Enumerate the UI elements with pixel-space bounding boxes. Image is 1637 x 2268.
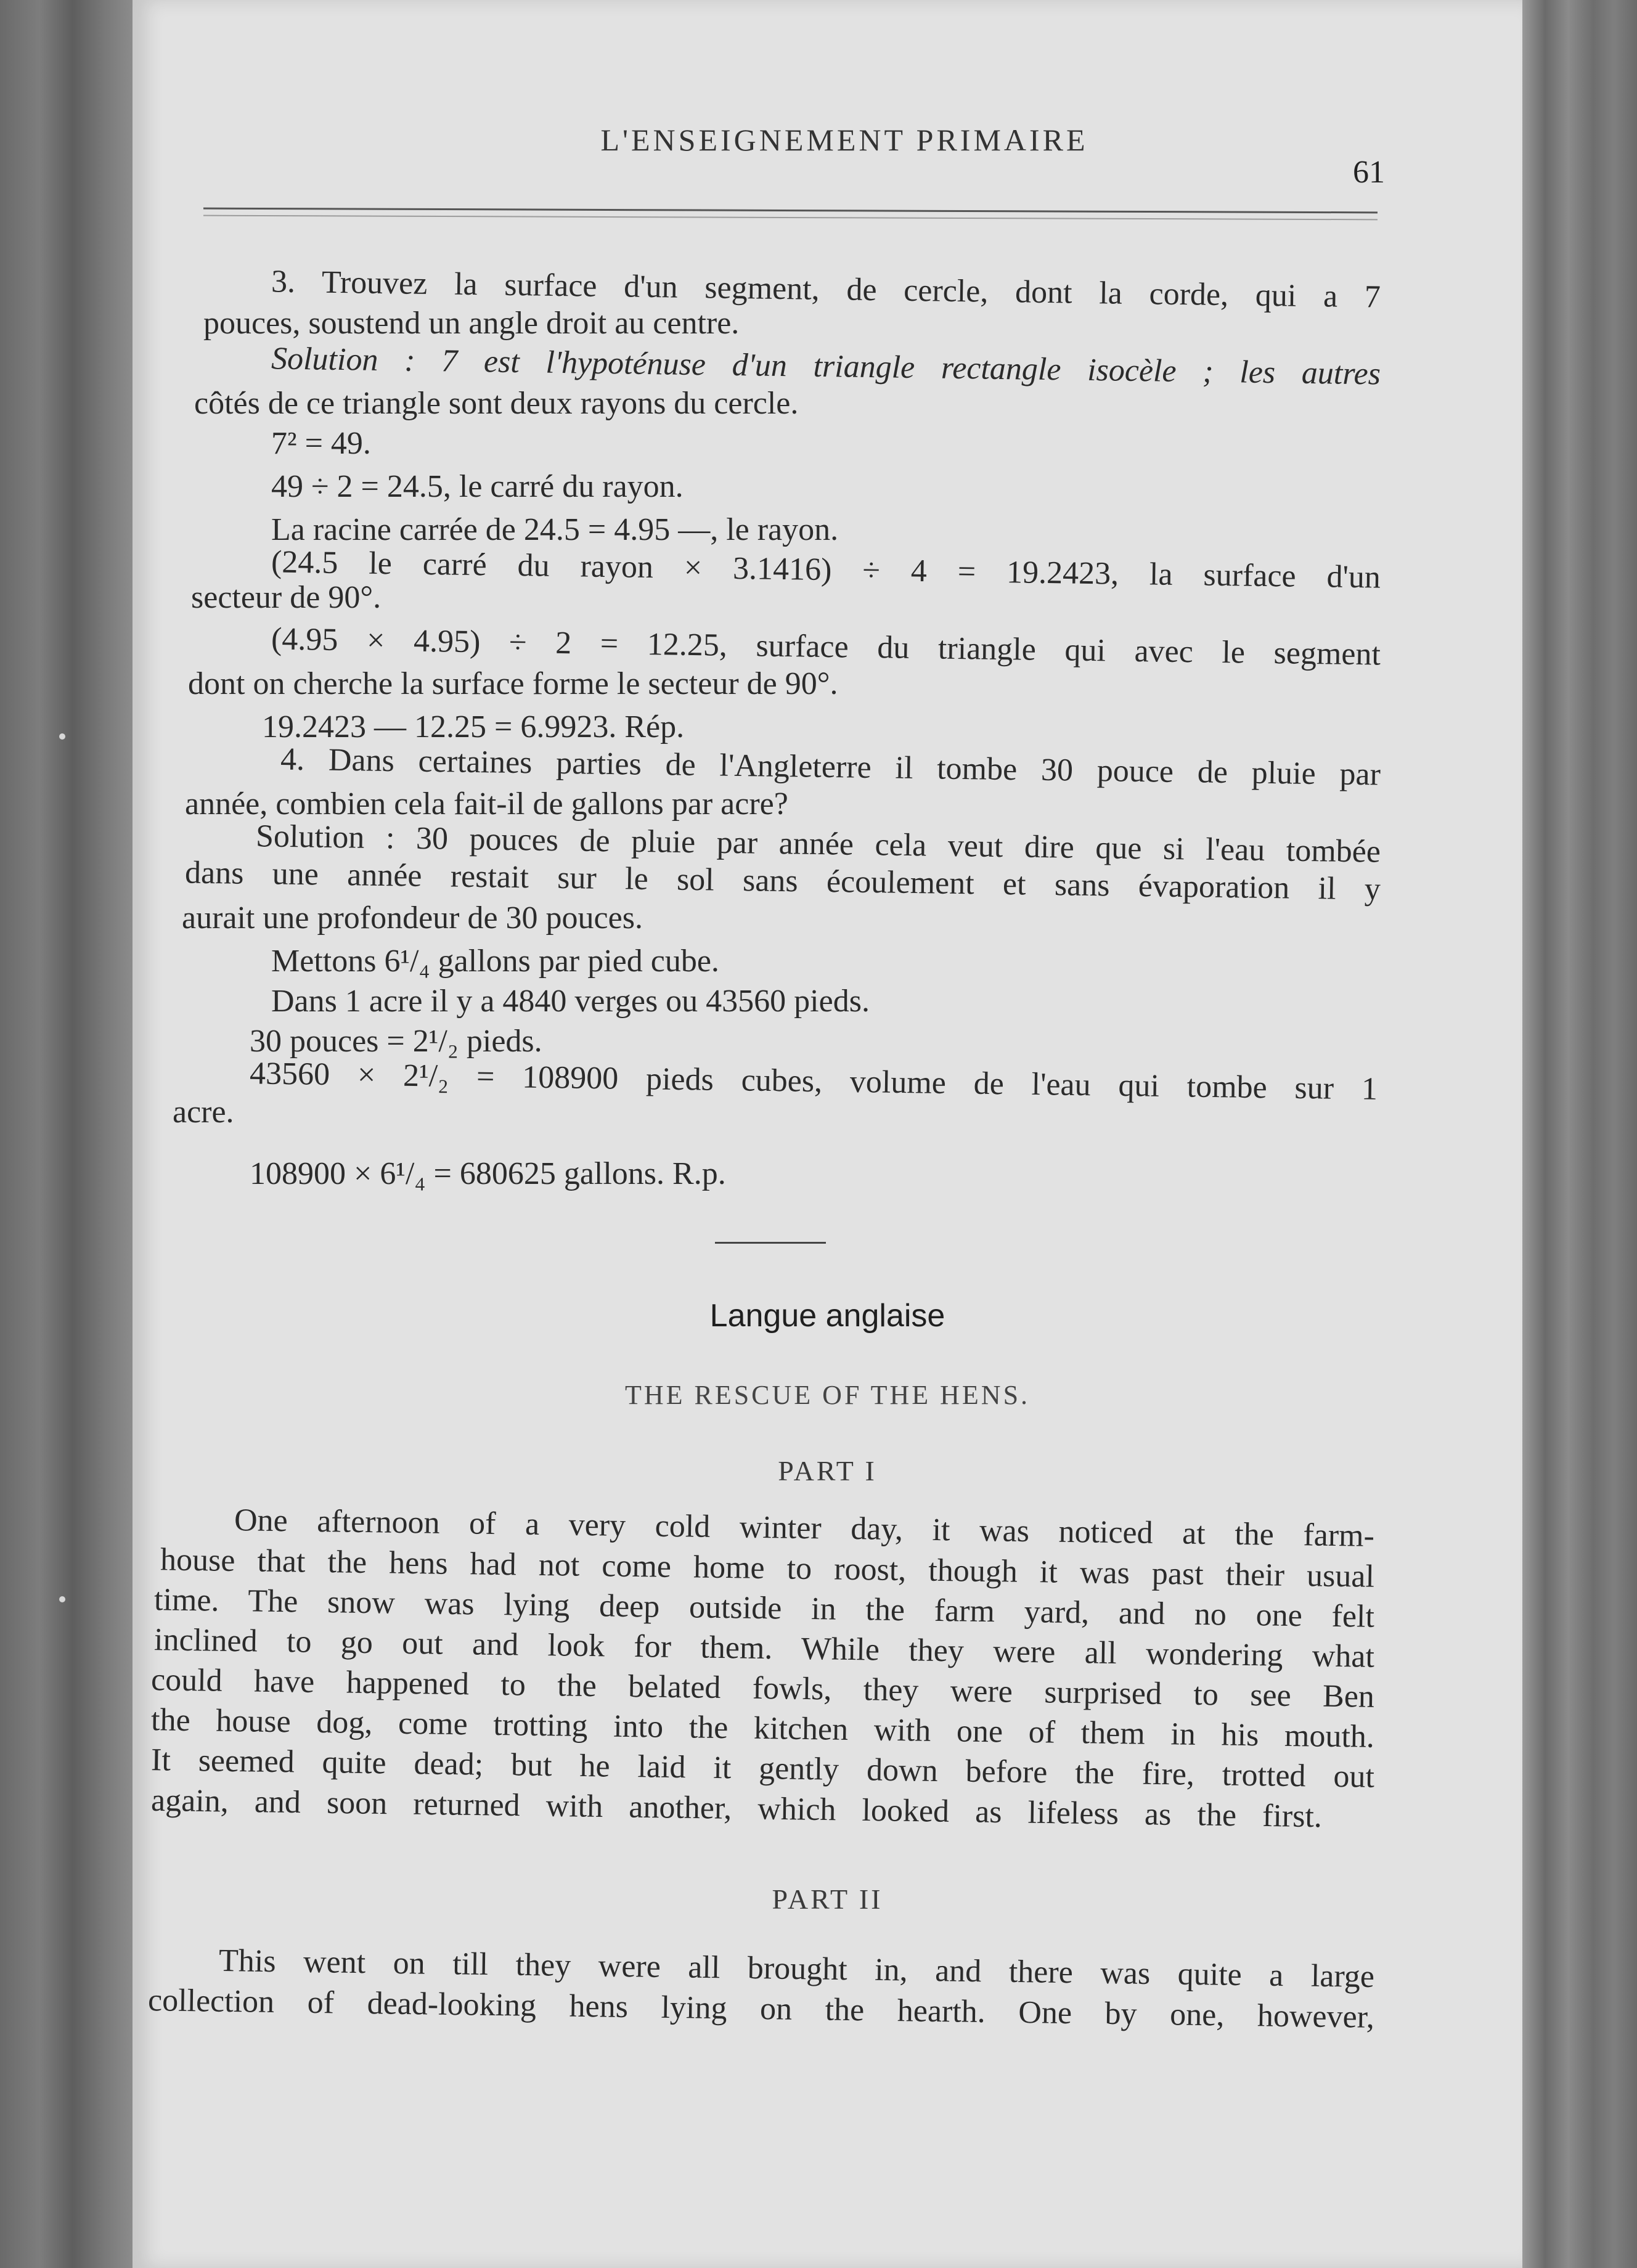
- text-line: could have happened to the belated fowls, they were surprised to see Ben: [150, 1662, 1375, 1715]
- text-line: One afternoon of a very cold winter day, it was noticed at the farm-: [234, 1503, 1375, 1554]
- text-line: dont on cherche la surface forme le secteur de 90°.: [188, 666, 838, 701]
- text-line: This went on till they were all brought in, and there was quite a large: [218, 1943, 1375, 1995]
- text-line: 4. Dans certaines parties de l'Angleterre il tombe 30 pouce de pluie par: [280, 741, 1381, 793]
- text-line: Solution : 7 est l'hypoténuse d'un triangle rectangle isocèle ; les autres: [271, 341, 1381, 392]
- text-line: collection of dead-looking hens lying on the hearth. One by one, however,: [147, 1983, 1375, 2035]
- text-line: (24.5 le carré du rayon × 3.1416) ÷ 4 = 19.2423, la surface d'un: [271, 544, 1381, 595]
- text-line: 7² = 49.: [271, 426, 371, 461]
- part-label: PART II: [772, 1883, 883, 1915]
- text-line: acre.: [173, 1095, 234, 1130]
- section-divider: [715, 1242, 826, 1244]
- text-line: again, and soon returned with another, which looked as lifeless as the first.: [150, 1782, 1323, 1835]
- story-title: THE RESCUE OF THE HENS.: [624, 1380, 1031, 1410]
- running-title: L'ENSEIGNEMENT PRIMAIRE: [600, 123, 1088, 157]
- text-line: 49 ÷ 2 = 24.5, le carré du rayon.: [271, 469, 684, 504]
- text-line: 3. Trouvez la surface d'un segment, de cercle, dont la corde, qui a 7: [271, 264, 1381, 315]
- text-line: secteur de 90°.: [191, 580, 382, 615]
- text-line: time. The snow was lying deep outside in the farm yard, and no one felt: [153, 1582, 1375, 1634]
- text-line: 43560 × 2¹/₂ = 108900 pieds cubes, volume de l'eau qui tombe sur 1: [249, 1056, 1378, 1107]
- page-number: 61: [1353, 155, 1385, 190]
- text-line: La racine carrée de 24.5 = 4.95 —, le rayon.: [271, 512, 839, 547]
- text-line: It seemed quite dead; but he laid it gently down before the fire, trotted out: [150, 1742, 1375, 1795]
- header-rule: [203, 215, 1378, 221]
- binding-hole: [59, 733, 65, 740]
- text-line: Mettons 6¹/₄ gallons par pied cube.: [271, 944, 719, 979]
- text-line: house that the hens had not come home to roost, though it was past their usual: [160, 1542, 1375, 1594]
- text-line: dans une année restait sur le sol sans écoulement et sans évaporation il y: [184, 855, 1381, 907]
- text-line: 108900 × 6¹/₄ = 680625 gallons. R.p.: [250, 1156, 726, 1191]
- text-line: Dans 1 acre il y a 4840 verges ou 43560 pieds.: [271, 984, 870, 1019]
- text-line: inclined to go out and look for them. While they were all wondering what: [153, 1622, 1375, 1674]
- book-spine: [0, 0, 133, 2268]
- text-line: pouces, soustend un angle droit au centre.: [203, 306, 740, 341]
- text-line: Solution : 30 pouces de pluie par année cela veut dire que si l'eau tombée: [255, 818, 1381, 870]
- page-edge: [1522, 0, 1637, 2268]
- text-line: côtés de ce triangle sont deux rayons du cercle.: [194, 386, 799, 421]
- text-line: aurait une profondeur de 30 pouces.: [182, 900, 643, 936]
- text-line: année, combien cela fait-il de gallons par acre?: [185, 786, 788, 822]
- header-rule: [203, 208, 1378, 214]
- text-line: 30 pouces = 2¹/₂ pieds.: [250, 1024, 542, 1059]
- text-line: the house dog, come trotting into the kitchen with one of them in his mouth.: [150, 1702, 1375, 1755]
- binding-hole: [59, 1596, 65, 1602]
- section-title: Langue anglaise: [709, 1298, 945, 1334]
- text-line: 19.2423 — 12.25 = 6.9923. Rép.: [262, 709, 685, 744]
- text-line: (4.95 × 4.95) ÷ 2 = 12.25, surface du triangle qui avec le segment: [271, 621, 1381, 672]
- part-label: PART I: [778, 1455, 877, 1487]
- page: [133, 0, 1522, 2268]
